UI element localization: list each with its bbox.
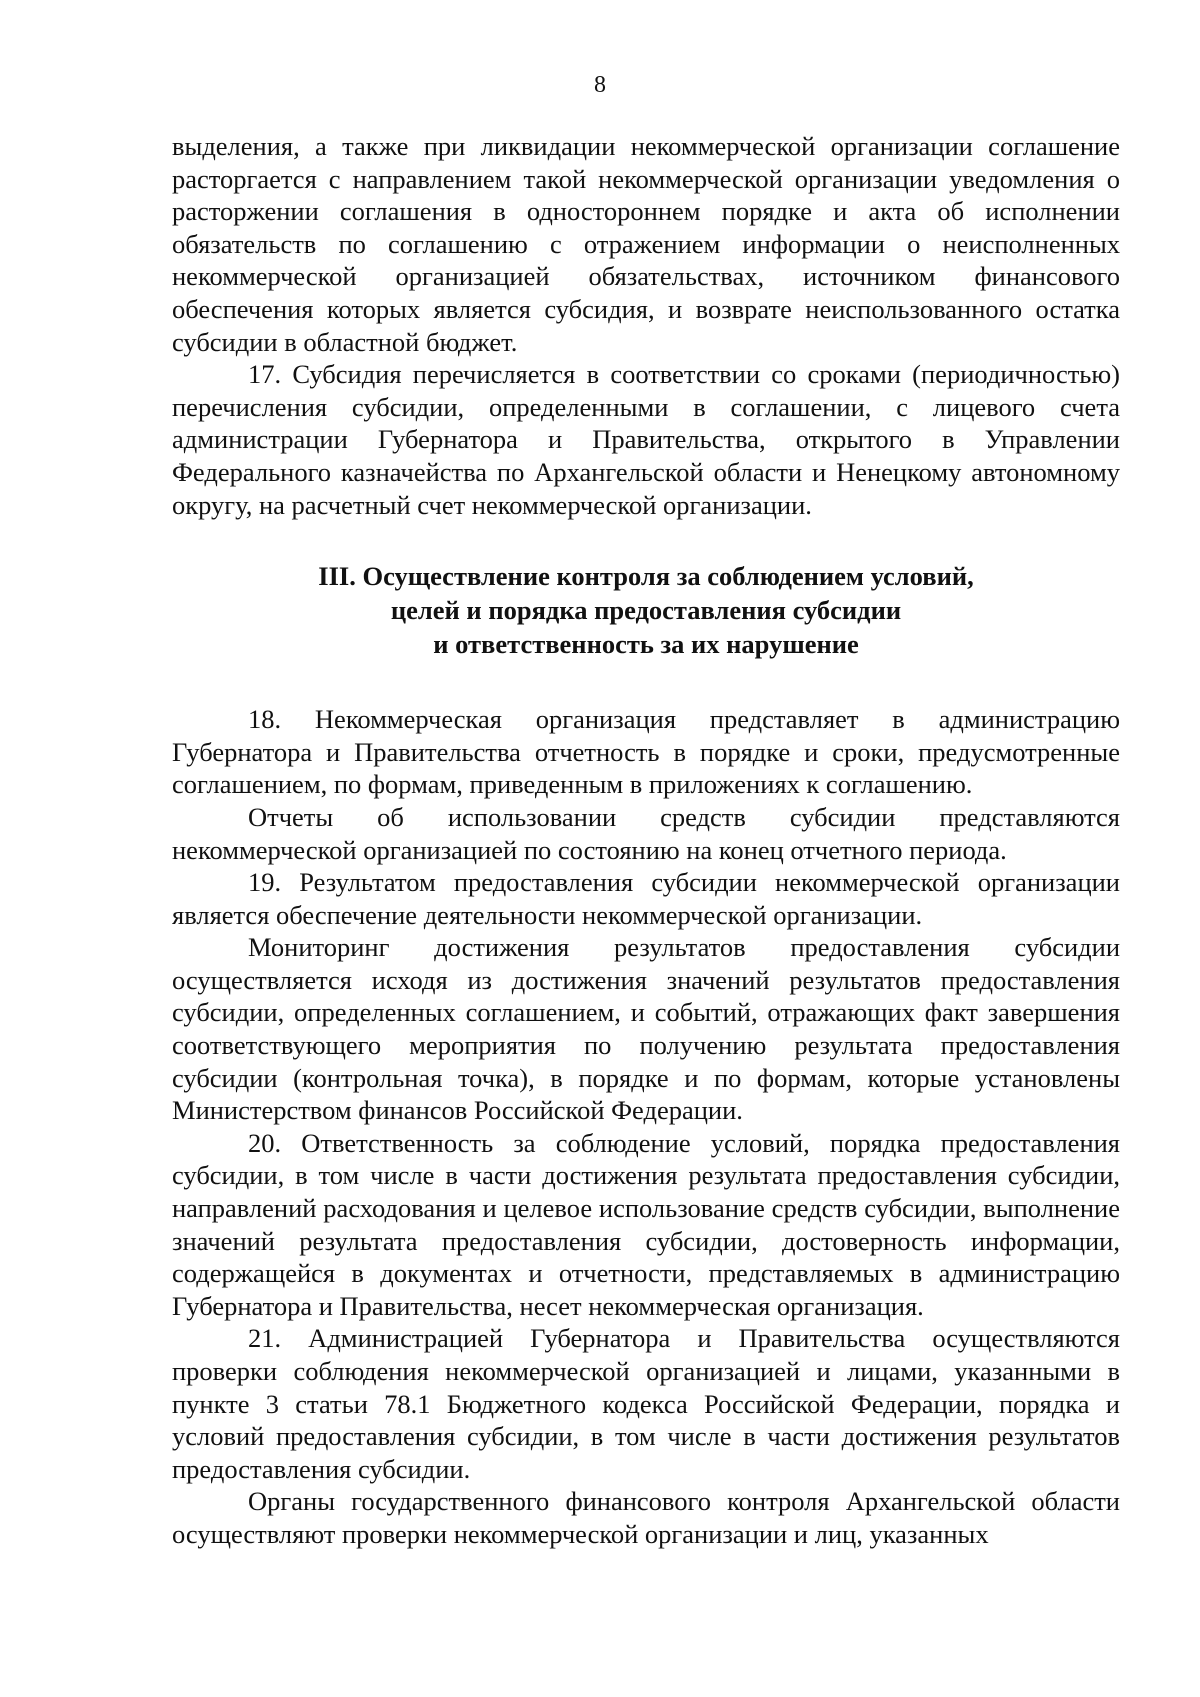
paragraph-18-reports: Отчеты об использовании средств субсидии представляются некоммерческой организацией по состоянию на конец отчетного периода. bbox=[172, 801, 1120, 865]
page-number: 8 bbox=[594, 72, 606, 98]
paragraph-continuation: выделения, а также при ликвидации некоммерческой организации соглашение расторгается с направлением такой некоммерческой организации уведомления о расторжении соглашения в одностороннем порядке и акта об исполнении обязательств по соглашению с отражением информации о неисполненных некоммерческой организацией обязательствах, источником финансового обеспечения которых является субсидия, и возврате неиспользованного остатка субсидии в областной бюджет. bbox=[172, 131, 1120, 357]
paragraph-17: 17. Субсидия перечисляется в соответствии со сроками (периодичностью) перечисления субсидии, определенными в соглашении, с лицевого счета администрации Губернатора и Правительства, открытого в Управлении Федерального казначейства по Архангельской области и Ненецкому автономному округу, на расчетный счет некоммерческой организации. bbox=[172, 359, 1120, 520]
paragraph-21: 21. Администрацией Губернатора и Правительства осуществляются проверки соблюдения некоммерческой организацией и лицами, указанными в пункте 3 статьи 78.1 Бюджетного кодекса Российской Федерации, порядка и условий предоставления субсидии, в том числе в части достижения результатов предоставления субсидии. bbox=[172, 1323, 1120, 1484]
paragraph-18: 18. Некоммерческая организация представляет в администрацию Губернатора и Правительства отчетность в порядке и сроки, предусмотренные соглашением, по формам, приведенным в приложениях к соглашению. bbox=[172, 704, 1120, 800]
document-body bbox=[172, 130, 1120, 1551]
section-heading-line-3: и ответственность за их нарушение bbox=[433, 629, 859, 660]
paragraph-19: 19. Результатом предоставления субсидии некоммерческой организации является обеспечение деятельности некоммерческой организации. bbox=[172, 867, 1120, 930]
section-heading bbox=[172, 559, 1120, 661]
section-heading-line-1: III. Осуществление контроля за соблюдением условий, bbox=[318, 561, 974, 592]
section-heading-line-2: целей и порядка предоставления субсидии bbox=[390, 595, 902, 626]
paragraph-19-monitoring: Мониторинг достижения результатов предоставления субсидии осуществляется исходя из достижения значений результатов предоставления субсидии, определенных соглашением, и событий, отражающих факт завершения соответствующего мероприятия по получению результата предоставления субсидии (контрольная точка), в порядке и по формам, которые установлены Министерством финансов Российской Федерации. bbox=[172, 932, 1120, 1126]
paragraph-21-control-bodies: Органы государственного финансового контроля Архангельской области осуществляют проверки некоммерческой организации и лиц, указанных bbox=[172, 1486, 1120, 1549]
paragraph-20: 20. Ответственность за соблюдение условий, порядка предоставления субсидии, в том числе в части достижения результата предоставления субсидии, направлений расходования и целевое использование средств субсидии, выполнение значений результата предоставления субсидии, достоверность информации, содержащейся в документах и отчетности, представляемых в администрацию Губернатора и Правительства, несет некоммерческая организация. bbox=[172, 1127, 1120, 1321]
